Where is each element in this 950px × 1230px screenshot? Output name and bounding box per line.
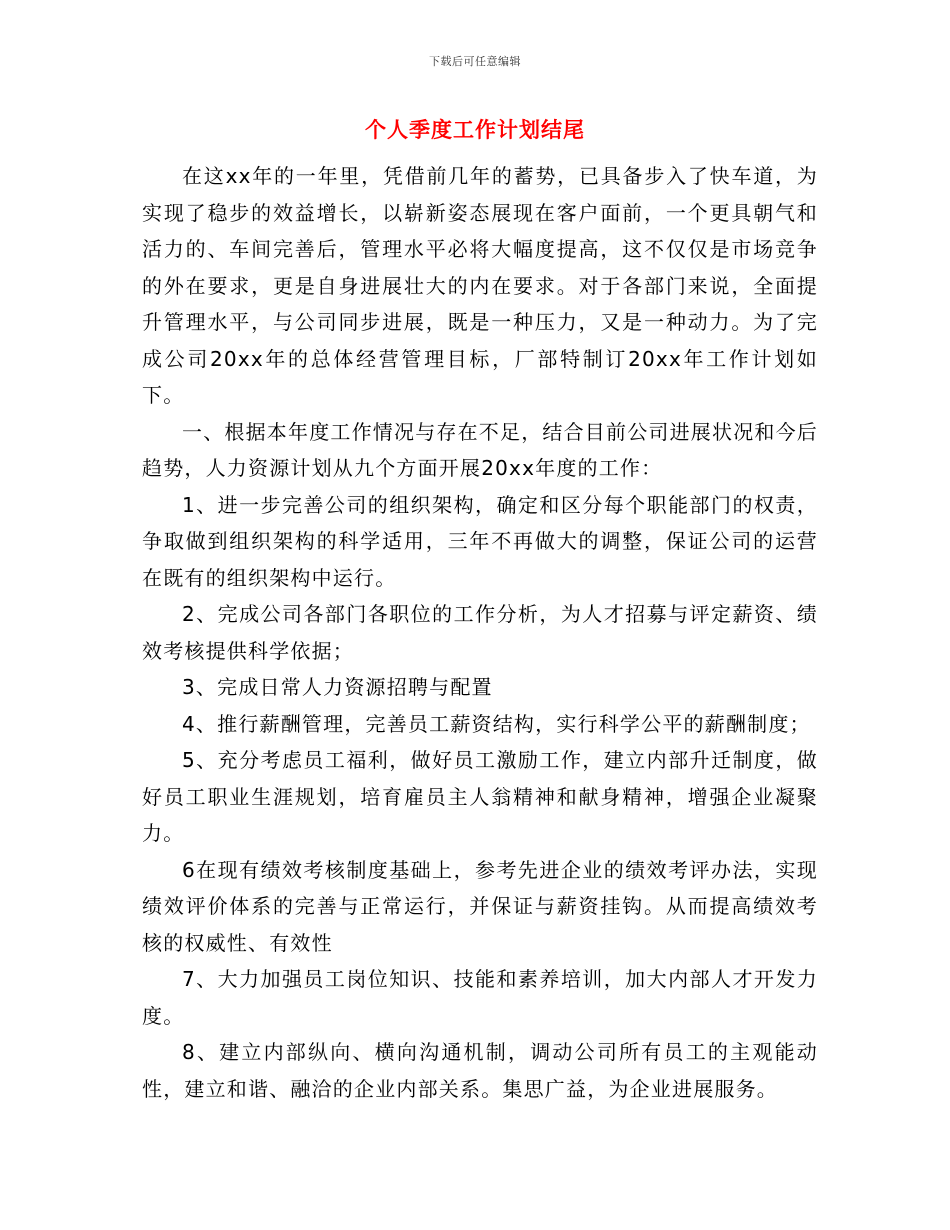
paragraph-item-7: 7、大力加强员工岗位知识、技能和素养培训，加大内部人才开发力度。 [142,967,818,1028]
paragraph-item-1: 1、进一步完善公司的组织架构，确定和区分每个职能部门的权责，争取做到组织架构的科学适用，三年不再做大的调整，保证公司的运营在既有的组织架构中运行。 [142,492,818,590]
paragraph-intro: 在这xx年的一年里，凭借前几年的蓄势，已具备步入了快车道，为实现了稳步的效益增长，以崭新姿态展现在客户面前，一个更具朝气和活力的、车间完善后，管理水平必将大幅度提高，这不仅仅是市场竞争的外在要求，更是自身进展壮大的内在要求。对于各部门来说，全面提升管理水平，与公司同步进展，既是一种压力，又是一种动力。为了完成公司20xx年的总体经营管理目标，厂部特制订20xx年工作计划如下。 [142,164,818,407]
header-note: 下载后可任意编辑 [429,55,521,68]
paragraph-item-2: 2、完成公司各部门各职位的工作分析，为人才招募与评定薪资、绩效考核提供科学依据； [142,602,818,663]
paragraph-section-one: 一、根据本年度工作情况与存在不足，结合目前公司进展状况和今后趋势，人力资源计划从九个方面开展20xx年度的工作： [142,419,818,480]
paragraph-item-5: 5、充分考虑员工福利，做好员工激励工作，建立内部升迁制度，做好员工职业生涯规划，培育雇员主人翁精神和献身精神，增强企业凝聚力。 [142,748,818,845]
paragraph-item-8: 8、建立内部纵向、横向沟通机制，调动公司所有员工的主观能动性，建立和谐、融洽的企业内部关系。集思广益，为企业进展服务。 [142,1040,818,1101]
paragraph-item-3: 3、完成日常人力资源招聘与配置 [182,675,493,699]
paragraph-item-4: 4、推行薪酬管理，完善员工薪资结构，实行科学公平的薪酬制度； [182,711,811,736]
document-body [142,158,818,1107]
document-title: 个人季度工作计划结尾 [365,118,585,142]
paragraph-item-6: 6在现有绩效考核制度基础上，参考先进企业的绩效考评办法，实现绩效评价体系的完善与正常运行，并保证与薪资挂钩。从而提高绩效考核的权威性、有效性 [142,857,818,955]
